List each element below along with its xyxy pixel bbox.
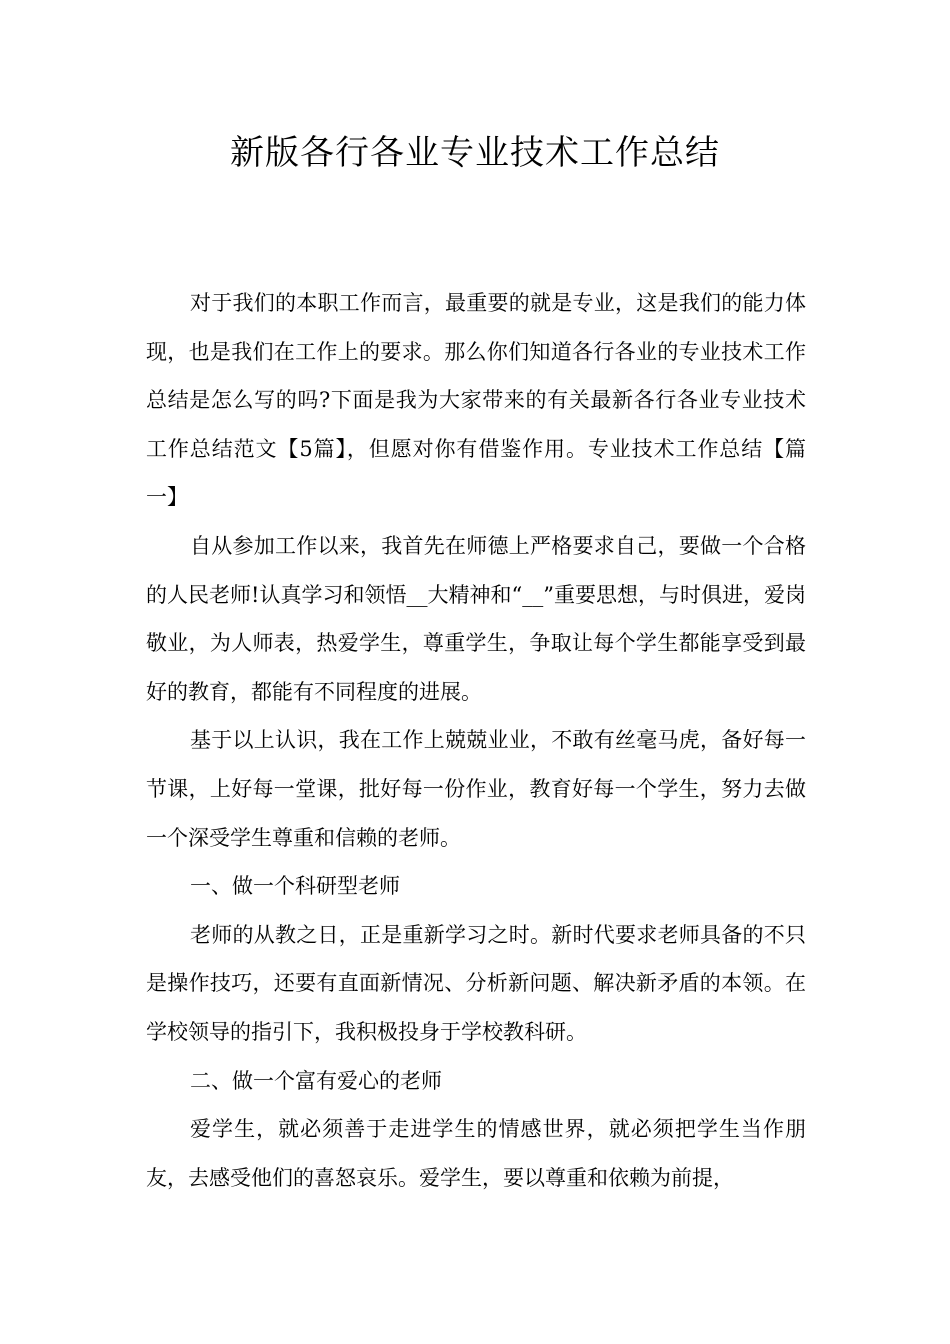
section-heading-caring-teacher: 二、做一个富有爱心的老师 (190, 1068, 442, 1093)
section-heading-research-teacher: 一、做一个科研型老师 (190, 874, 400, 899)
document-title: 新版各行各业专业技术工作总结 (230, 133, 720, 173)
paragraph-diligence: 基于以上认识，我在工作上兢兢业业，不敢有丝毫马虎，备好每一节课，上好每一堂课，批好每一份作业，教育好每一个学生，努力去做一个深受学生尊重和信赖的老师。 (146, 728, 806, 850)
document-body (146, 279, 806, 1202)
paragraph-caring: 爱学生，就必须善于走进学生的情感世界，就必须把学生当作朋友，去感受他们的喜怒哀乐。爱学生，要以尊重和依赖为前提， (146, 1117, 806, 1190)
paragraph-research: 老师的从教之日，正是重新学习之时。新时代要求老师具备的不只是操作技巧，还要有直面新情况、分析新问题、解决新矛盾的本领。在学校领导的指引下，我积极投身于学校教科研。 (146, 922, 806, 1044)
paragraph-intro: 对于我们的本职工作而言，最重要的就是专业，这是我们的能力体现，也是我们在工作上的要求。那么你们知道各行各业的专业技术工作总结是怎么写的吗?下面是我为大家带来的有关最新各行各业专业技术工作总结范文【5篇】，但愿对你有借鉴作用。专业技术工作总结【篇一】 (146, 291, 806, 510)
paragraph-ethics: 自从参加工作以来，我首先在师德上严格要求自己，要做一个合格的人民老师!认真学习和领悟__大精神和“__”重要思想，与时俱进，爱岗敬业，为人师表，热爱学生，尊重学生，争取让每个学生都能享受到最好的教育，都能有不同程度的进展。 (146, 533, 806, 704)
